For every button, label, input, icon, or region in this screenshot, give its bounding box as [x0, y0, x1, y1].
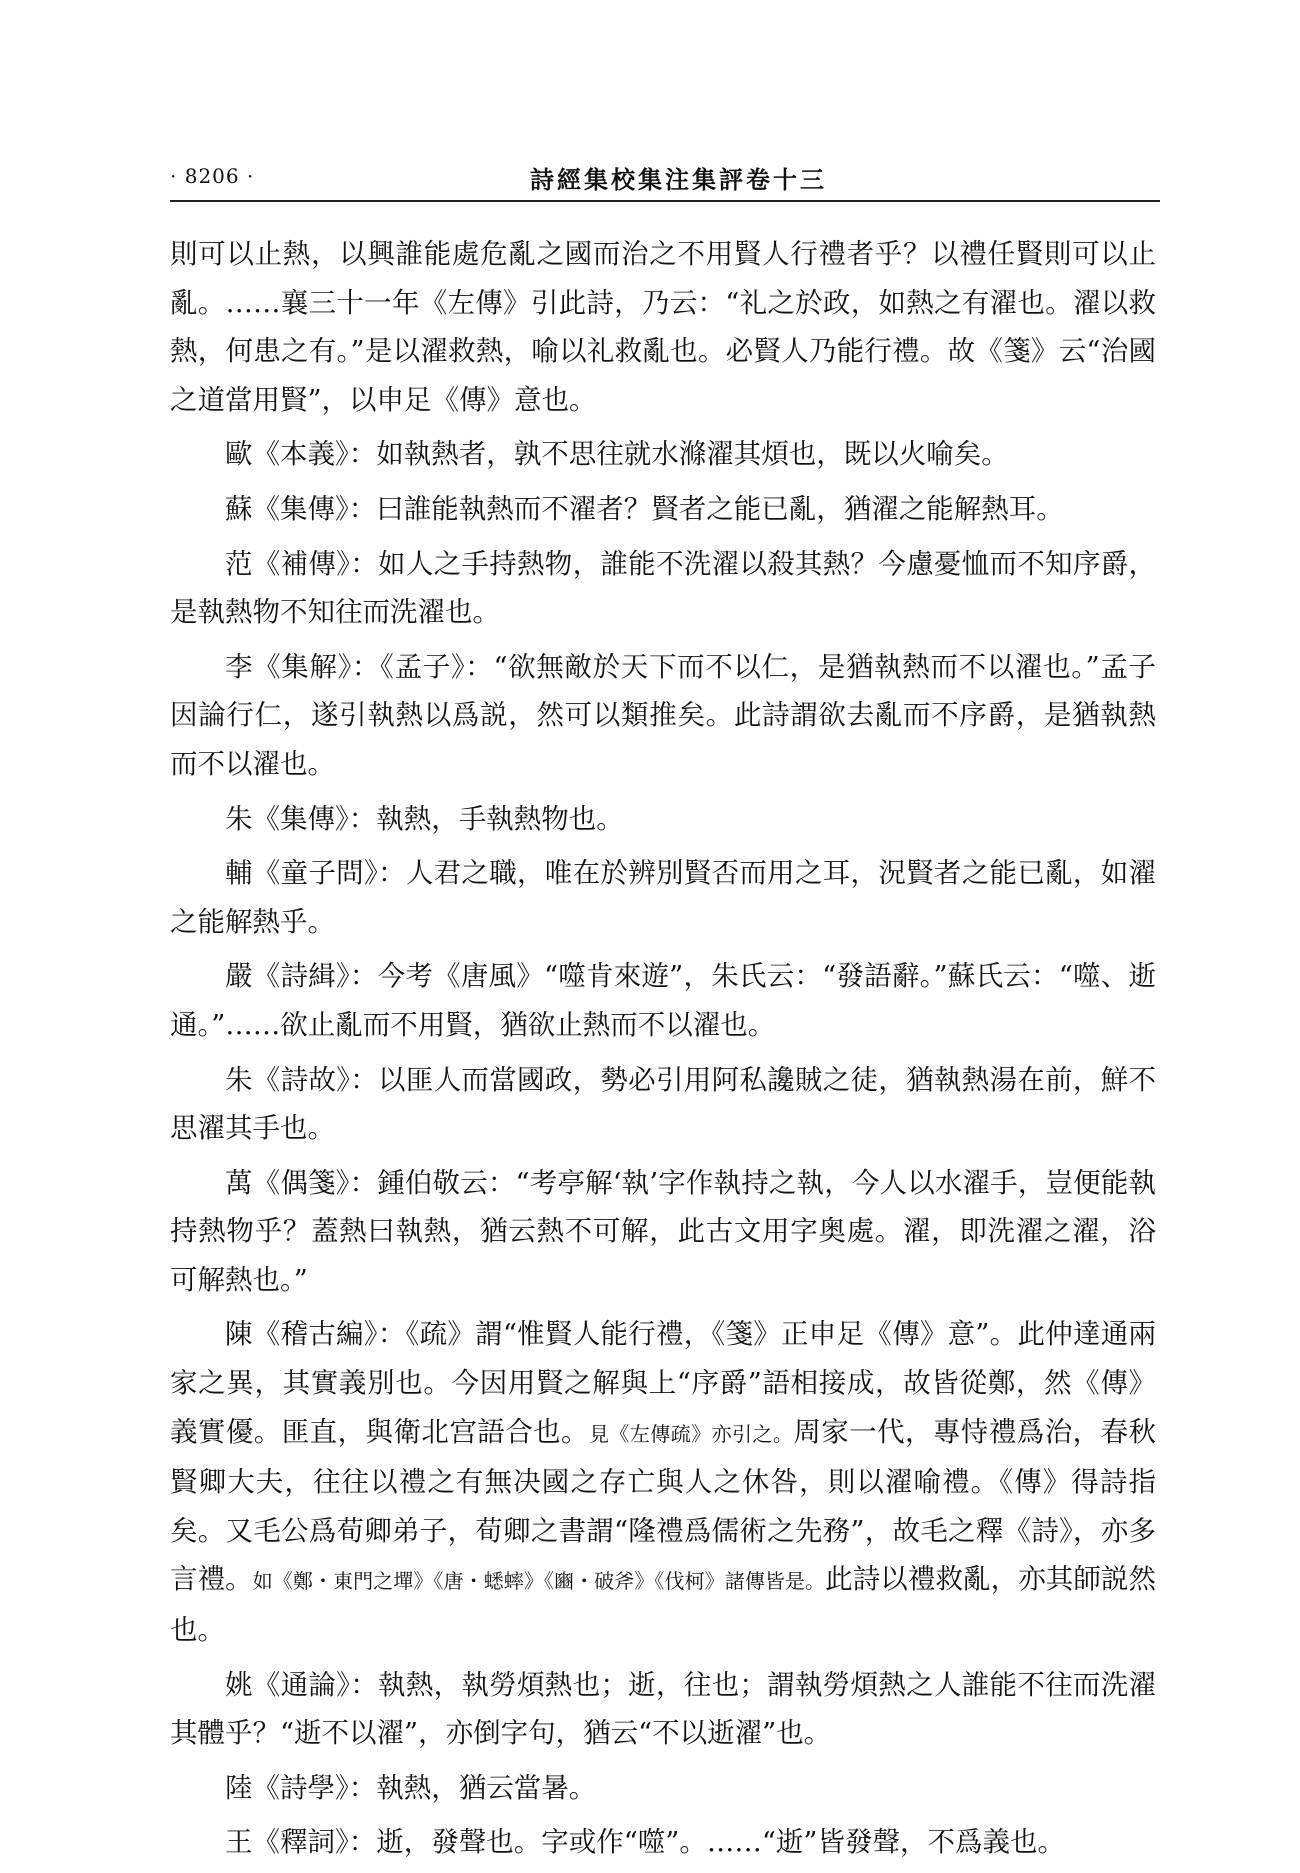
inline-note: 如《鄭・東門之墠》《唐・蟋蟀》《豳・破斧》《伐柯》諸傳皆是。 [252, 1569, 826, 1594]
commentary-paragraph [170, 643, 1156, 789]
page-number: · 8206 · [170, 164, 255, 188]
paragraph-text: 歐《本義》：如執熱者，孰不思往就水滌濯其煩也，既以火喻矣。 [225, 438, 1009, 471]
paragraph-text: 姚《通論》：執熱，執勞煩熱也；逝，往也；謂執勞煩熱之人誰能不往而洗濯其體乎？“逝不以濯”，亦倒字句，猶云“不以逝濯”也。 [170, 1668, 1156, 1750]
commentary-paragraph [170, 1764, 1156, 1813]
commentary-paragraph [170, 430, 1156, 479]
page-body [170, 230, 1156, 1873]
commentary-paragraph [170, 952, 1156, 1049]
commentary-paragraph [170, 1818, 1156, 1867]
paragraph-text: 嚴《詩緝》：今考《唐風》“噬肯來遊”，朱氏云：“發語辭。”蘇氏云：“噬、逝通。”……欲止亂而不用賢，猶欲止熱而不以濯也。 [170, 960, 1156, 1041]
paragraph-text: 范《補傳》：如人之手持熱物，誰能不洗濯以殺其熱？今慮憂恤而不知序爵，是執熱物不知往而洗濯也。 [170, 547, 1156, 629]
commentary-paragraph [170, 230, 1156, 424]
commentary-paragraph [170, 1661, 1156, 1758]
paragraph-text: 陳《稽古編》：《疏》謂“惟賢人能行禮，《箋》正申足《傳》意”。此仲達通兩家之異，其實義別也。今因用賢之解與上“序爵”語相接成，故皆從鄭，然《傳》義實優。匪直，與衛北宫語合也。 [170, 1318, 1156, 1448]
commentary-paragraph [170, 849, 1156, 946]
paragraph-text: 則可以止熱，以興誰能處危亂之國而治之不用賢人行禮者乎？以禮任賢則可以止亂。……襄三十一年《左傳》引此詩，乃云：“礼之於政，如熱之有濯也。濯以救熱，何患之有。”是以濯救熱，喻以礼救亂也。必賢人乃能行禮。故《箋》云“治國之道當用賢”，以申足《傳》意也。 [170, 238, 1156, 416]
paragraph-text: 李《集解》：《孟子》：“欲無敵於天下而不以仁，是猶執熱而不以濯也。”孟子因論行仁，遂引執熱以爲説，然可以類推矣。此詩謂欲去亂而不序爵，是猶執熱而不以濯也。 [170, 650, 1156, 780]
paragraph-text: 蘇《集傳》：曰誰能執熱而不濯者？賢者之能已亂，猶濯之能解熱耳。 [225, 492, 1064, 525]
paragraph-text: 陸《詩學》：執熱，猶云當暑。 [225, 1771, 597, 1804]
header-rule [170, 200, 1160, 202]
paragraph-text: 萬《偶箋》：鍾伯敬云：“考亭解‘執’字作執持之執，今人以水濯手，豈便能執持熱物乎？蓋熱曰執熱，猶云熱不可解，此古文用字奥處。濯，即洗濯之濯，浴可解熱也。” [170, 1166, 1156, 1296]
commentary-paragraph [170, 1310, 1156, 1654]
paragraph-text: 朱《集傳》：執熱，手執熱物也。 [225, 802, 624, 835]
paragraph-text: 周家一代，專恃禮爲治，春秋賢卿大夫，往往以禮之有無决國之存亡與人之休咎，則以濯喻禮。《傳》得詩指矣。又毛公爲荀卿弟子，荀卿之書謂“隆禮爲儒術之先務”，故毛之釋《詩》，亦多言禮。 [170, 1415, 1157, 1596]
page-header [170, 160, 1160, 196]
paragraph-text: 朱《詩故》：以匪人而當國政，勢必引用阿私讒賊之徒，猶執熱湯在前，鮮不思濯其手也。 [170, 1063, 1156, 1145]
commentary-paragraph [170, 795, 1156, 844]
commentary-paragraph [170, 485, 1156, 534]
paragraph-text: 輔《童子問》：人君之職，唯在於辨別賢否而用之耳，況賢者之能已亂，如濯之能解熱乎。 [170, 857, 1156, 938]
commentary-paragraph [170, 1159, 1156, 1305]
paragraph-text: 此詩以禮救亂，亦其師説然也。 [170, 1563, 1157, 1647]
running-title: 詩經集校集注集評卷十三 [530, 165, 827, 194]
commentary-paragraph [170, 1056, 1156, 1153]
commentary-paragraph [170, 540, 1156, 637]
inline-note: 見《左傳疏》亦引之。 [589, 1421, 794, 1446]
paragraph-text: 王《釋詞》：逝，發聲也。字或作“噬”。……“逝”皆發聲，不爲義也。 [225, 1826, 1065, 1859]
